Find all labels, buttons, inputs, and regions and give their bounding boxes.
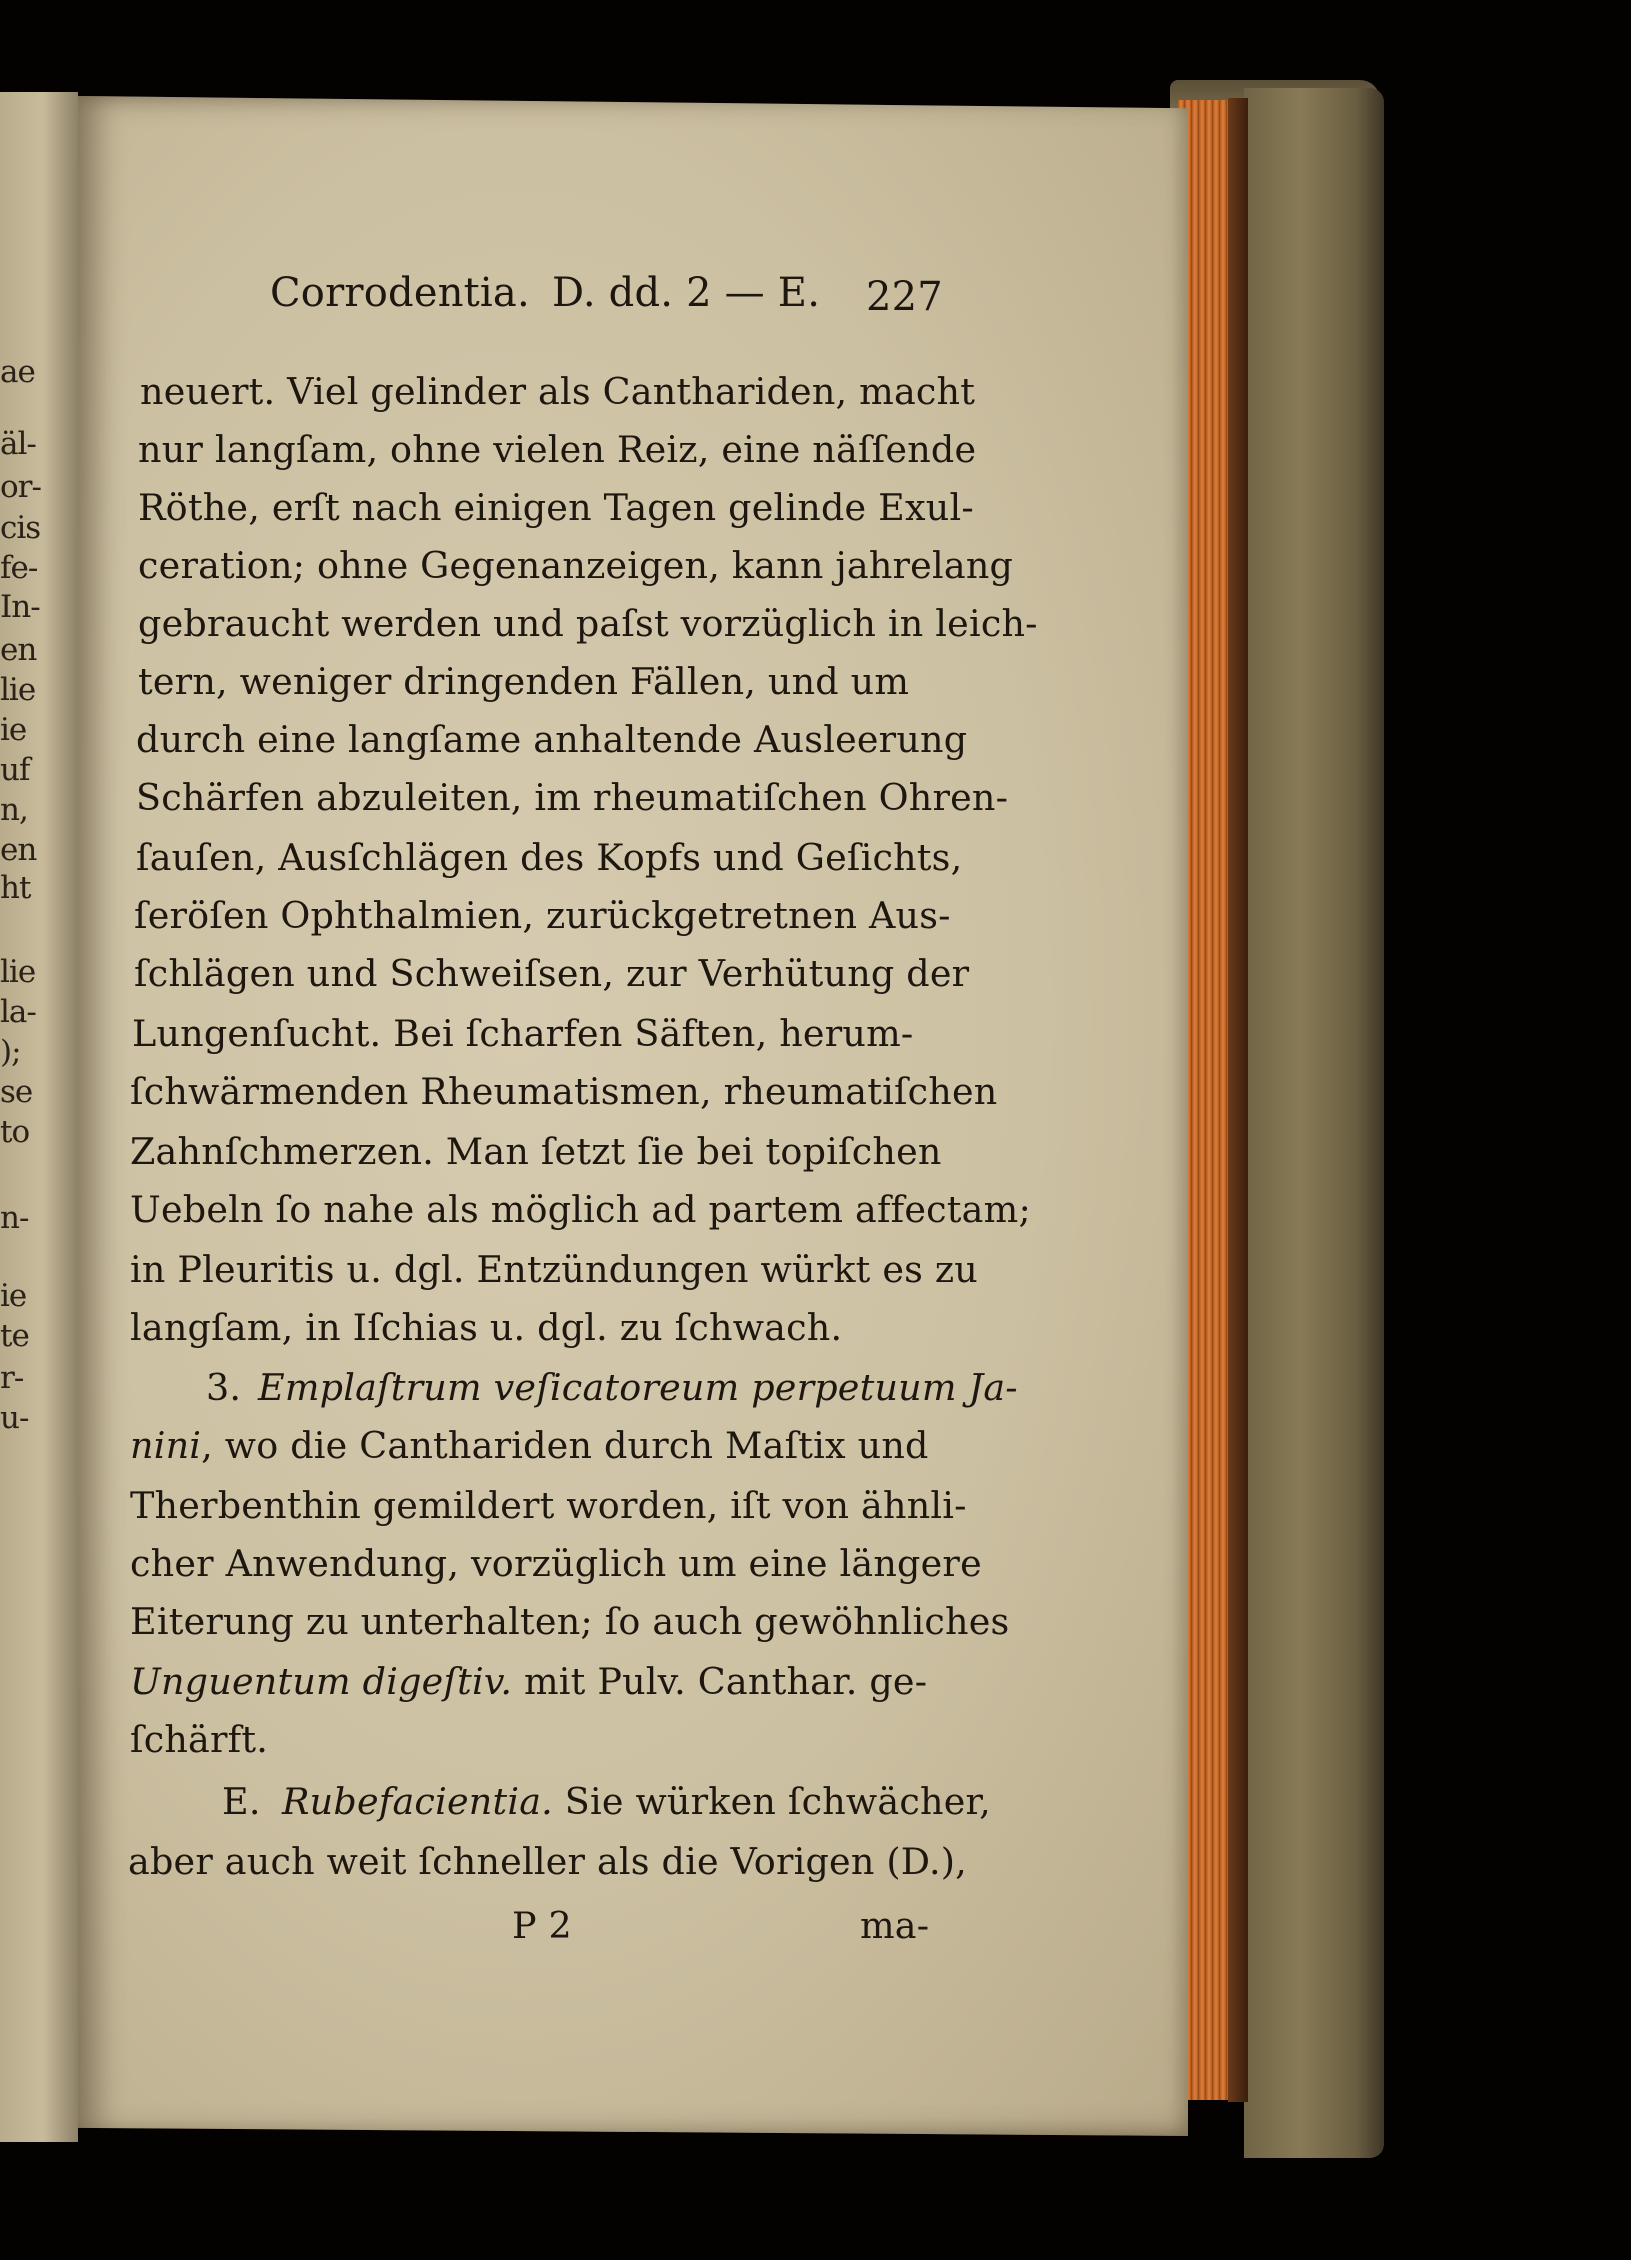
text-line: ſchärft.	[130, 1718, 269, 1761]
text-line: , wo die Canthariden durch Maſtix und	[201, 1424, 929, 1467]
facing-page-fragment: In-	[0, 589, 40, 625]
facing-page-fragment: ie	[0, 1278, 27, 1314]
facing-page-fragment: );	[0, 1034, 21, 1070]
text-line: Röthe, erſt nach einigen Tagen gelinde Exul-	[138, 486, 974, 529]
italic-term: Unguentum digeſtiv.	[130, 1660, 513, 1703]
text-line: tern, weniger dringenden Fällen, und um	[138, 660, 910, 703]
facing-page-fragment: fe-	[0, 550, 38, 586]
facing-page-fragment: en	[0, 832, 37, 868]
item-title: Emplaſtrum veſicatoreum perpetuum Ja-	[258, 1366, 1018, 1409]
item-title-continued: nini	[130, 1424, 202, 1467]
facing-page-fragment: ae	[0, 354, 35, 390]
text-line: Uebeln ſo nahe als möglich ad partem affectam;	[130, 1188, 1031, 1231]
facing-page-fragment: n-	[0, 1200, 29, 1236]
text-line: Therbenthin gemildert worden, iſt von ähnli-	[130, 1484, 967, 1527]
facing-page-fragment: ie	[0, 712, 27, 748]
facing-page-fragment: uf	[0, 752, 30, 788]
facing-page-fragment: lie	[0, 672, 36, 708]
signature-mark: P 2	[512, 1904, 572, 1947]
facing-page-fragment: te	[0, 1318, 29, 1354]
facing-page-fragment: se	[0, 1074, 33, 1110]
text-line: langſam, in Iſchias u. dgl. zu ſchwach.	[130, 1306, 843, 1349]
facing-page-fragment: la-	[0, 994, 36, 1030]
facing-page	[0, 92, 78, 2142]
text-line: Zahnſchmerzen. Man ſetzt ſie bei topiſchen	[130, 1130, 942, 1173]
catchword: ma-	[860, 1904, 930, 1947]
page-number: 227	[866, 274, 943, 320]
text-line: Lungenſucht. Bei ſcharfen Säften, herum-	[132, 1012, 914, 1055]
text-line: aber auch weit ſchneller als die Vorigen (D.),	[128, 1840, 967, 1883]
facing-page-fragment: r-	[0, 1360, 24, 1396]
text-line: gebraucht werden und paſst vorzüglich in leich-	[138, 602, 1038, 645]
facing-page-fragment: u-	[0, 1400, 29, 1436]
text-line: durch eine langſame anhaltende Ausleerung	[136, 718, 968, 761]
section-title: Rubefacientia.	[282, 1780, 553, 1823]
text-line: Eiterung zu unterhalten; ſo auch gewöhnliches	[130, 1600, 1010, 1643]
text-line: mit Pulv. Canthar. ge-	[512, 1660, 928, 1703]
running-header-title: Corrodentia.	[270, 270, 530, 316]
running-header-section: D. dd. 2 — E.	[552, 270, 821, 316]
text-line: ſauſen, Ausſchlägen des Kopfs und Geſichts,	[136, 836, 963, 879]
item-number: 3.	[206, 1366, 242, 1409]
facing-page-fragment: cis	[0, 510, 41, 546]
text-line: Schärfen abzuleiten, im rheumatiſchen Ohren-	[136, 776, 1009, 819]
facing-page-fragment: en	[0, 632, 37, 668]
facing-page-fragment: äl-	[0, 426, 36, 462]
text-line: ſchlägen und Schweiſsen, zur Verhütung der	[134, 952, 970, 995]
text-line: cher Anwendung, vorzüglich um eine längere	[130, 1542, 982, 1585]
text-line: ſeröſen Ophthalmien, zurückgetretnen Aus-	[134, 894, 951, 937]
facing-page-fragment: ht	[0, 870, 31, 906]
facing-page-fragment: to	[0, 1114, 30, 1150]
facing-page-fragment: lie	[0, 954, 36, 990]
facing-page-fragment: n,	[0, 792, 28, 828]
page-edges-shadow	[1228, 98, 1248, 2102]
text-line: Sie würken ſchwächer,	[552, 1780, 991, 1823]
text-line: ſchwärmenden Rheumatismen, rheumatiſchen	[130, 1070, 998, 1113]
section-letter: E.	[222, 1780, 261, 1823]
book-cover	[1244, 88, 1384, 2158]
text-line: nur langſam, ohne vielen Reiz, eine näſſende	[138, 428, 977, 471]
text-line: neuert. Viel gelinder als Canthariden, macht	[140, 370, 976, 413]
text-line: in Pleuritis u. dgl. Entzündungen würkt es zu	[130, 1248, 979, 1291]
text-line: ceration; ohne Gegenanzeigen, kann jahrelang	[138, 544, 1014, 587]
facing-page-fragment: or-	[0, 469, 41, 505]
